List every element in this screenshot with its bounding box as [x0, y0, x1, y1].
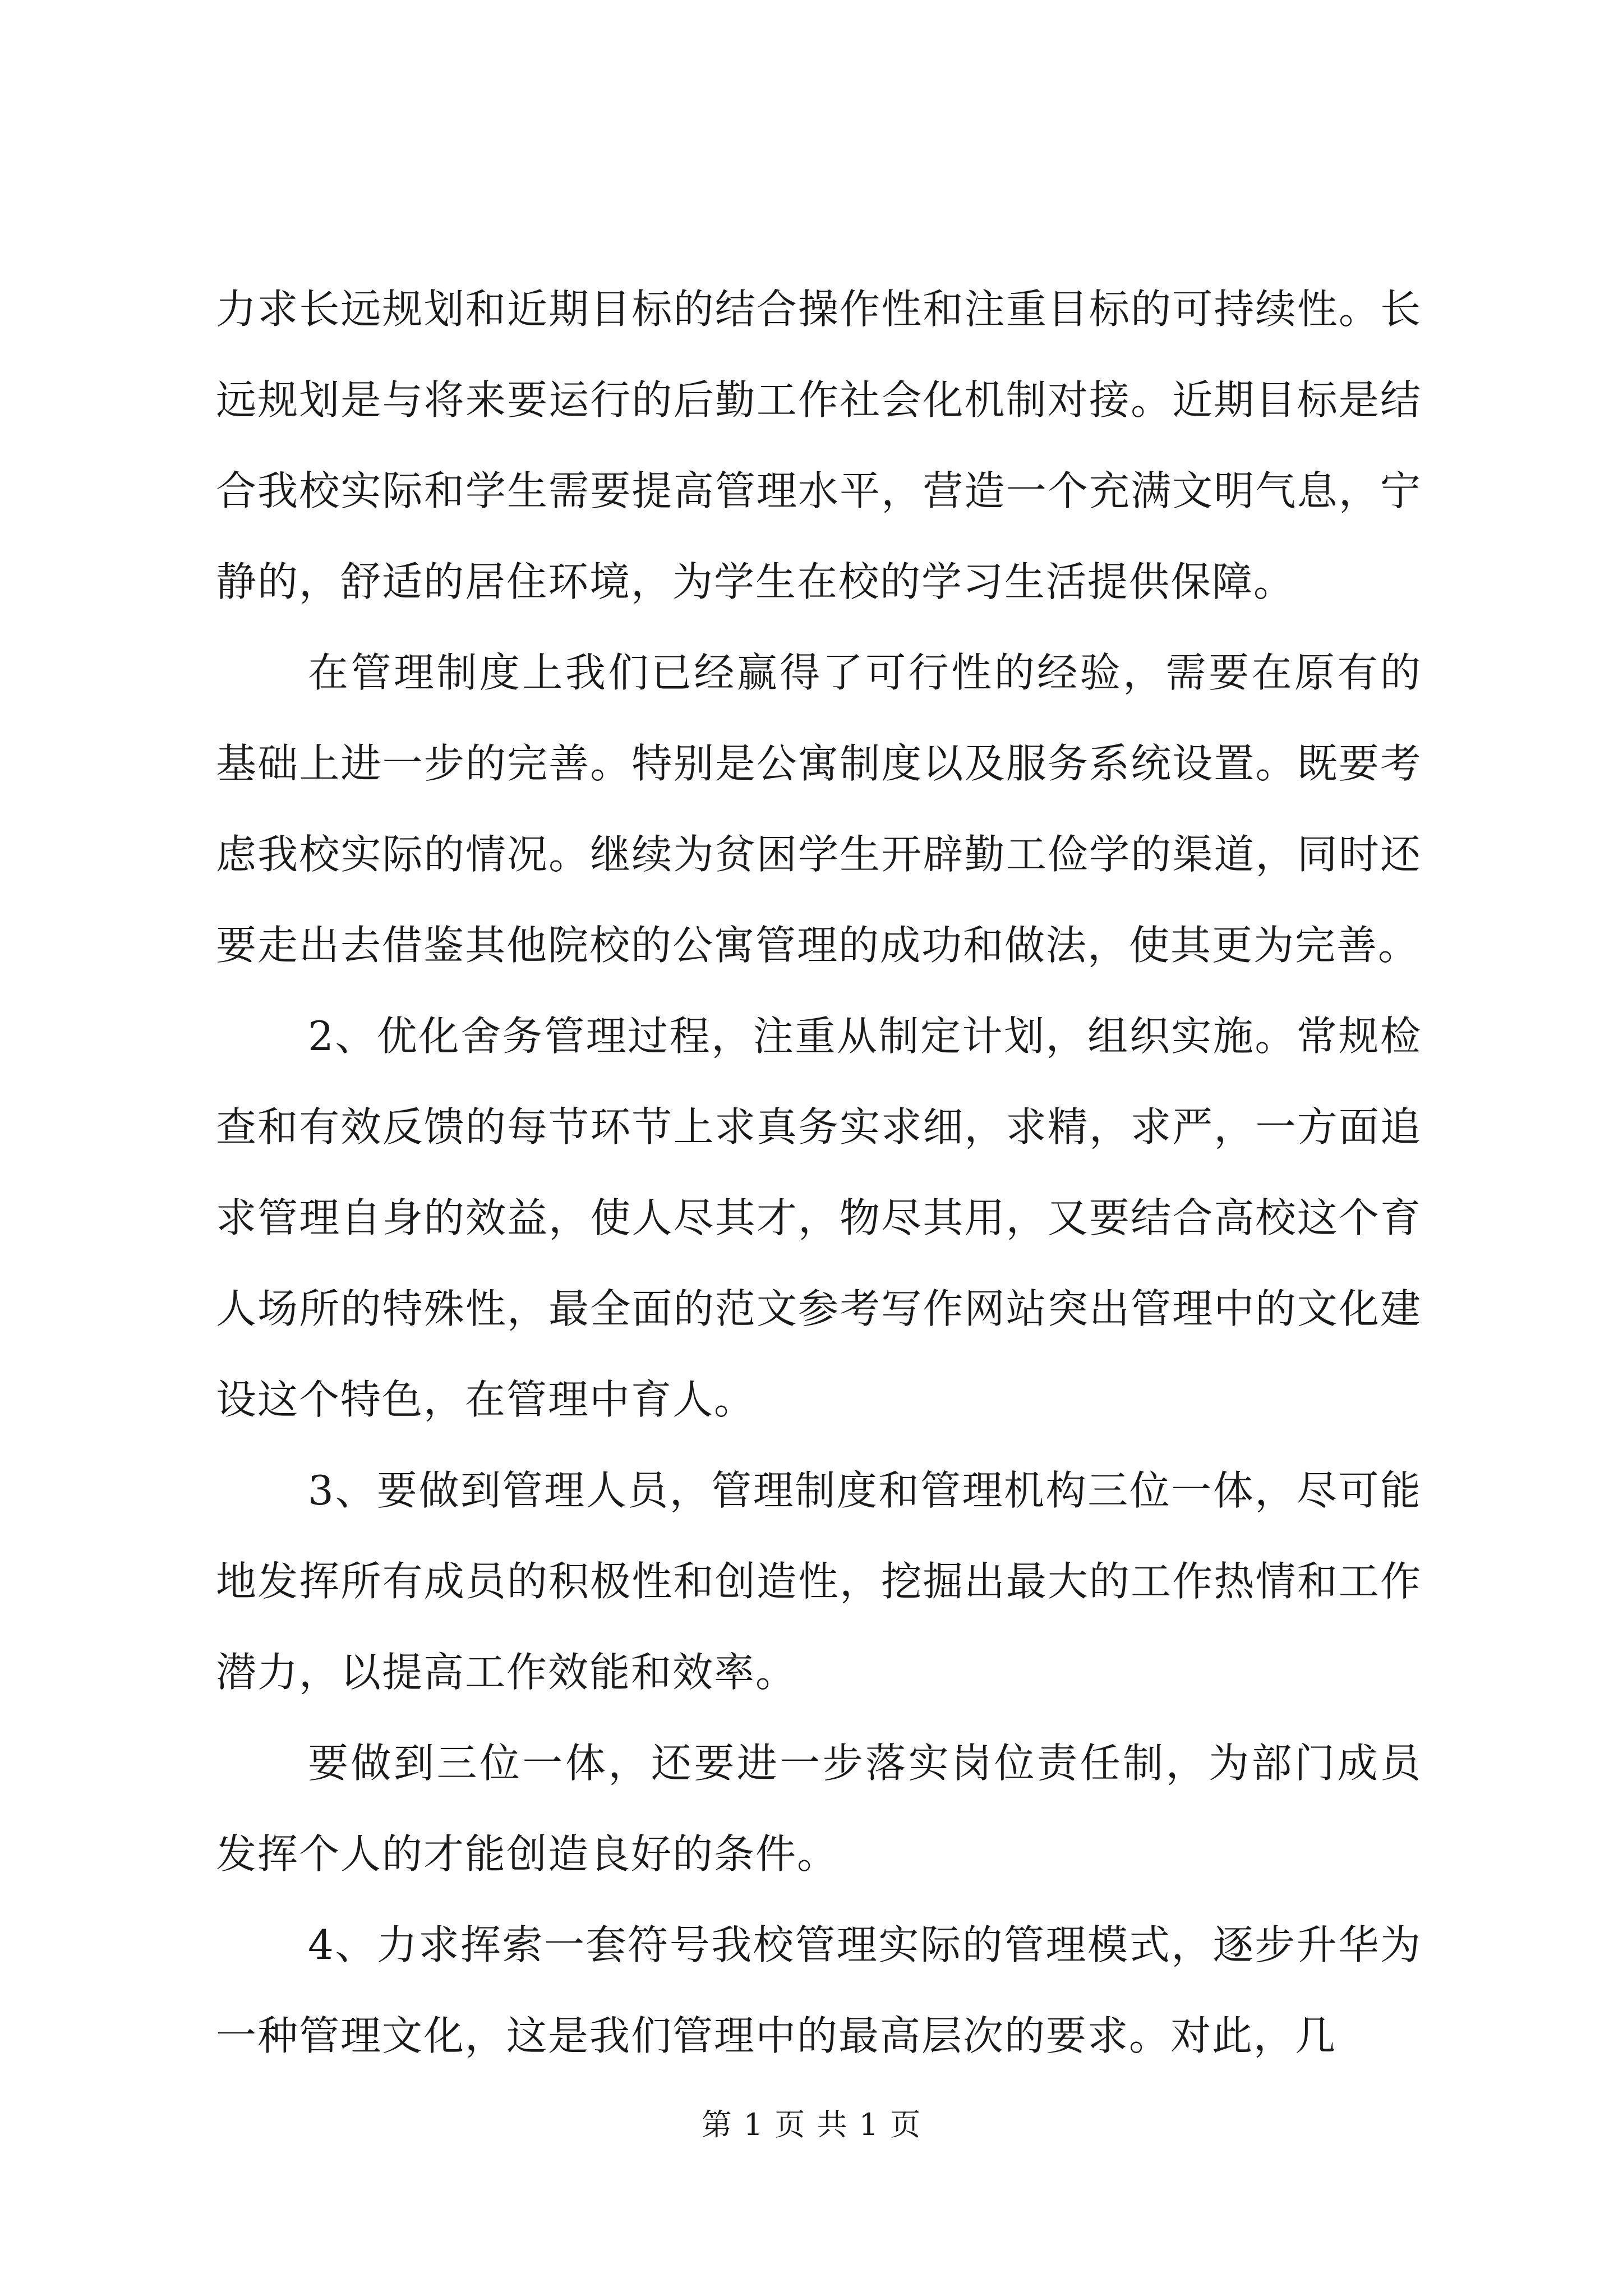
paragraph-2: 在管理制度上我们已经赢得了可行性的经验，需要在原有的基础上进一步的完善。特别是公寓制度以及服务系统设置。既要考虑我校实际的情况。继续为贫困学生开辟勤工俭学的渠道，同时还要走出去借鉴其他院校的公寓管理的成功和做法，使其更为完善。: [216, 649, 1422, 969]
paragraph-1: 力求长远规划和近期目标的结合操作性和注重目标的可持续性。长远规划是与将来要运行的后勤工作社会化机制对接。近期目标是结合我校实际和学生需要提高管理水平，营造一个充满文明气息，宁静的，舒适的居住环境，为学生在校的学习生活提供保障。: [216, 286, 1422, 605]
document-body: [216, 264, 1422, 2081]
page-footer: 第 1 页 共 1 页: [701, 2107, 922, 2142]
paragraph-5: 要做到三位一体，还要进一步落实岗位责任制，为部门成员发挥个人的才能创造良好的条件。: [216, 1740, 1422, 1878]
paragraph-4: 3、要做到管理人员，管理制度和管理机构三位一体，尽可能地发挥所有成员的积极性和创造性，挖掘出最大的工作热情和工作潜力，以提高工作效能和效率。: [216, 1467, 1422, 1696]
paragraph-3: 2、优化舍务管理过程，注重从制定计划，组织实施。常规检查和有效反馈的每节环节上求真务实求细，求精，求严，一方面追求管理自身的效益，使人尽其才，物尽其用，又要结合高校这个育人场所的特殊性，最全面的范文参考写作网站突出管理中的文化建设这个特色，在管理中育人。: [216, 1013, 1422, 1423]
paragraph-6: 4、力求挥索一套符号我校管理实际的管理模式，逐步升华为一种管理文化，这是我们管理中的最高层次的要求。对此，几: [216, 1921, 1422, 2059]
